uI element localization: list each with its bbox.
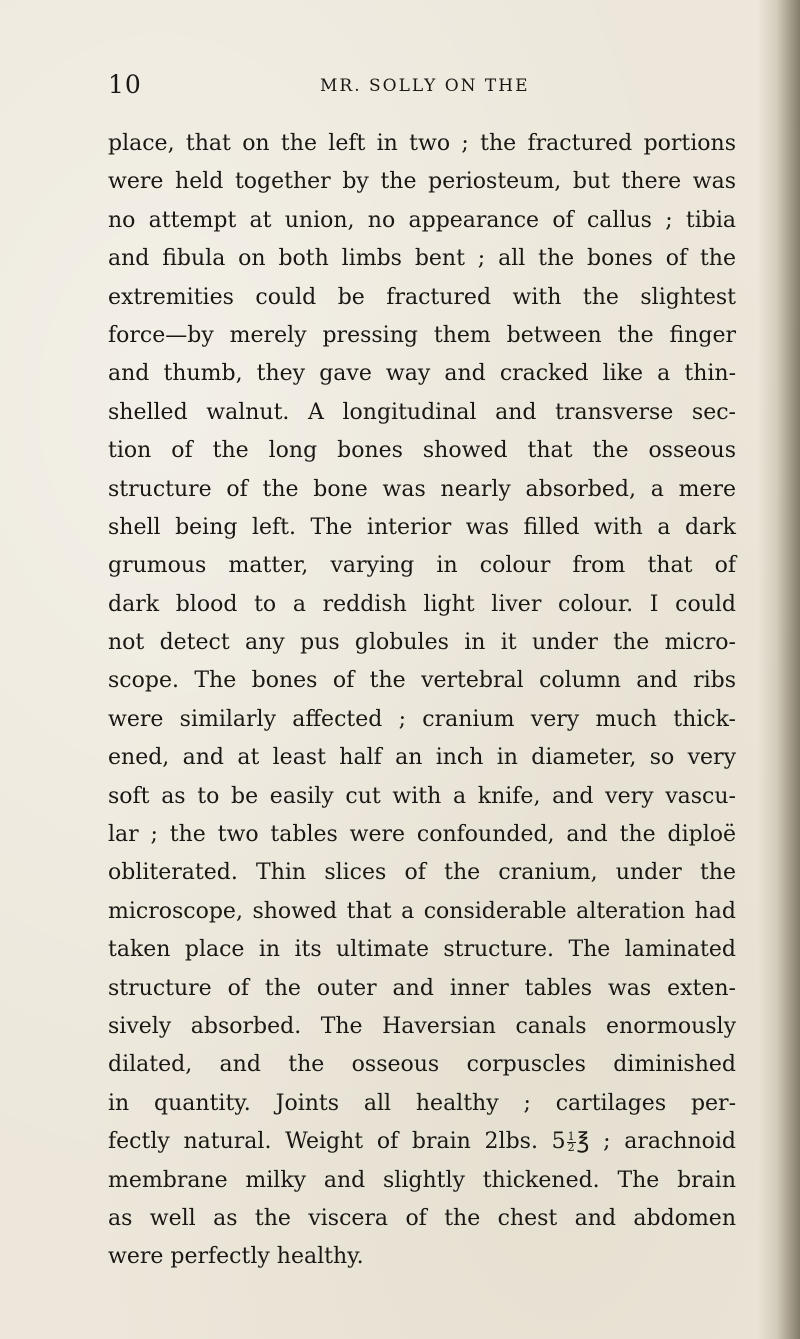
running-head: MR. SOLLY ON THE	[320, 76, 530, 96]
page-header	[108, 70, 748, 110]
text-line: were similarly affected ; cranium very much thick-	[108, 706, 736, 732]
half-fraction	[567, 1129, 576, 1154]
text-line: membrane milky and slightly thickened. The brain	[108, 1167, 736, 1193]
text-line: force—by merely pressing them between the finger	[108, 322, 736, 348]
text-line: and thumb, they gave way and cracked like a thin-	[108, 361, 736, 387]
text-line: structure of the bone was nearly absorbed, a mere	[108, 476, 736, 502]
weight-line	[108, 1123, 736, 1161]
fraction-numerator: 1	[567, 1129, 575, 1143]
text-line: in quantity. Joints all healthy ; cartilages per-	[108, 1090, 736, 1116]
text-line: tion of the long bones showed that the osseous	[108, 438, 736, 464]
ounce-symbol: ℥	[576, 1129, 590, 1155]
text-line: not detect any pus globules in it under the micro-	[108, 630, 736, 656]
text-line: soft as to be easily cut with a knife, and very vascu-	[108, 783, 736, 809]
body-text	[108, 125, 736, 1277]
text-line: extremities could be fractured with the slightest	[108, 284, 736, 310]
text-line: and fibula on both limbs bent ; all the bones of the	[108, 246, 736, 272]
text-line: lar ; the two tables were confounded, and the diploë	[108, 822, 736, 848]
text-line: place, that on the left in two ; the fractured portions	[108, 131, 736, 156]
text-line: microscope, showed that a considerable alteration had	[108, 898, 736, 924]
text-line: sively absorbed. The Haversian canals enormously	[108, 1013, 736, 1039]
text-line: structure of the outer and inner tables was exten-	[108, 975, 736, 1001]
weight-line-start: fectly natural. Weight of brain 2lbs. 5	[108, 1129, 566, 1155]
text-line: obliterated. Thin slices of the cranium, under the	[108, 860, 736, 886]
text-line: taken place in its ultimate structure. The laminated	[108, 937, 736, 963]
text-line: grumous matter, varying in colour from that of	[108, 553, 736, 579]
page-number: 10	[108, 70, 142, 99]
text-line: no attempt at union, no appearance of callus ; tibia	[108, 207, 736, 233]
text-line: as well as the viscera of the chest and abdomen	[108, 1205, 736, 1231]
text-line: dilated, and the osseous corpuscles diminished	[108, 1052, 736, 1078]
text-line: shelled walnut. A longitudinal and transverse sec-	[108, 399, 736, 425]
page-edge-shadow	[758, 0, 800, 1339]
fraction-denominator: 2	[567, 1140, 575, 1154]
text-line: scope. The bones of the vertebral column and ribs	[108, 668, 736, 694]
weight-line-end: ; arachnoid	[589, 1129, 736, 1155]
text-line: shell being left. The interior was filled with a dark	[108, 514, 736, 540]
text-line: dark blood to a reddish light liver colour. I could	[108, 591, 736, 617]
text-line: ened, and at least half an inch in diameter, so very	[108, 745, 736, 771]
text-line: were held together by the periosteum, but there was	[108, 169, 736, 195]
text-line: were perfectly healthy.	[108, 1244, 364, 1270]
